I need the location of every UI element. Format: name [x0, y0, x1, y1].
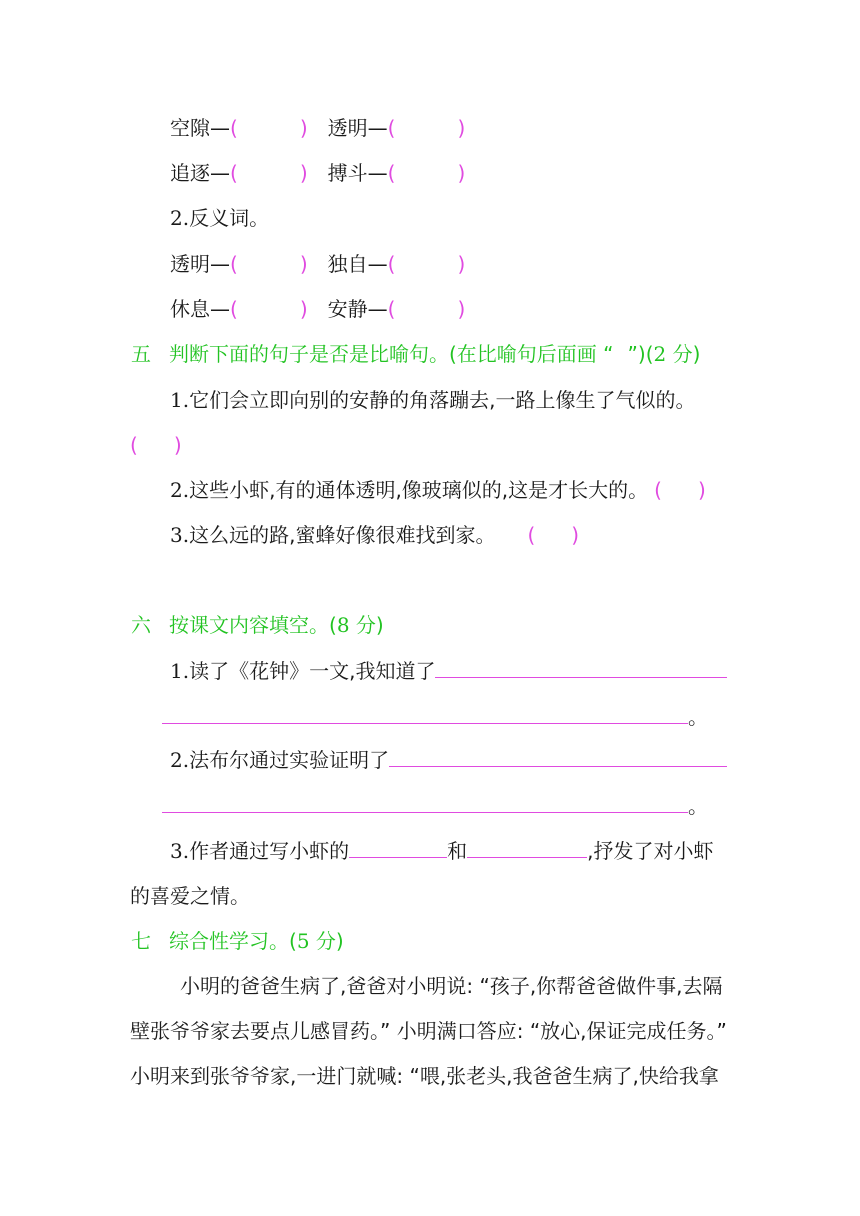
- section-7-heading: [131, 927, 344, 955]
- word-label: 独自—: [327, 252, 388, 276]
- answer-paren-open: (: [230, 252, 238, 276]
- item-text: 和: [447, 839, 468, 863]
- word-label: 透明—: [170, 252, 230, 276]
- answer-paren-close: ): [299, 116, 308, 140]
- fill-blank[interactable]: [162, 792, 688, 813]
- answer-paren-open: (: [387, 161, 396, 185]
- question-6-1: [170, 657, 727, 685]
- word-label: 搏斗—: [327, 161, 388, 185]
- section-score-unit: 分): [666, 342, 701, 366]
- question-6-3-cont: [130, 882, 250, 910]
- section-score-unit: 分): [349, 613, 384, 637]
- answer-paren-close: ): [571, 523, 580, 547]
- question-6-1-cont: [162, 703, 708, 731]
- item-text: 这些小虾,有的通体透明,像玻璃似的,这是才长大的。: [189, 478, 649, 502]
- section-6-heading: [131, 611, 384, 639]
- section-score: 5: [296, 929, 310, 953]
- answer-box-5-1: [130, 431, 182, 459]
- question-5-1: [170, 386, 695, 414]
- question-5-3: [170, 521, 579, 549]
- item-number: 1.: [170, 659, 190, 683]
- answer-paren-open: (: [387, 297, 396, 321]
- section-score: 2: [653, 342, 667, 366]
- answer-paren-open: (: [230, 161, 238, 185]
- answer-paren-close: ): [457, 116, 466, 140]
- answer-paren-open: (: [387, 252, 396, 276]
- section-title: 综合性学习。(: [169, 929, 297, 953]
- answer-paren-open: (: [230, 116, 238, 140]
- item-text: 法布尔通过实验证明了: [189, 748, 390, 772]
- answer-paren-close: ): [457, 297, 466, 321]
- item-text: 这么远的路,蜜蜂好像很难找到家。: [189, 523, 496, 547]
- fill-blank[interactable]: [435, 657, 727, 678]
- item-text: ,抒发了对小虾: [587, 839, 714, 863]
- section-number: 六: [131, 613, 151, 637]
- section-5-heading: [131, 340, 700, 368]
- item-text: 作者通过写小虾的: [189, 839, 350, 863]
- item-text: 的喜爱之情。: [130, 884, 250, 908]
- answer-paren-close: ): [457, 252, 466, 276]
- fill-blank[interactable]: [349, 837, 447, 858]
- section-title: 判断下面的句子是否是比喻句。(在比喻句后面画 “: [169, 342, 614, 366]
- word-label: 休息—: [170, 297, 230, 321]
- item-number: 1.: [170, 388, 190, 412]
- question-6-3: [170, 837, 713, 865]
- item-text: 反义词。: [189, 206, 270, 230]
- answer-paren-close: ): [299, 252, 308, 276]
- word-label: 透明—: [327, 116, 388, 140]
- item-number: 3.: [170, 839, 190, 863]
- antonym-row-2: [170, 295, 465, 323]
- answer-paren-open: (: [230, 297, 238, 321]
- answer-paren-close: ): [299, 297, 308, 321]
- answer-paren-close: ): [299, 161, 308, 185]
- passage-line-3: 小明来到张爷爷家,一进门就喊: “喂,张老头,我爸爸生病了,快给我拿: [130, 1064, 719, 1088]
- answer-paren-close: ): [173, 433, 182, 457]
- word-label: 追逐—: [170, 161, 230, 185]
- passage-line-1: 小明的爸爸生病了,爸爸对小明说: “孩子,你帮爸爸做件事,去隔: [180, 974, 723, 998]
- section-title-tail: ”)(: [627, 342, 654, 366]
- period: 。: [688, 794, 708, 818]
- answer-paren-close: ): [457, 161, 466, 185]
- fill-blank[interactable]: [389, 746, 727, 767]
- answer-paren-open: (: [654, 478, 662, 502]
- item-number: 2.: [170, 206, 190, 230]
- fill-blank[interactable]: [467, 837, 587, 858]
- answer-paren-open: (: [387, 116, 396, 140]
- section-score-unit: 分): [309, 929, 344, 953]
- synonym-row-1: [170, 114, 465, 142]
- passage-line-2: 壁张爷爷家去要点儿感冒药。” 小明满口答应: “放心,保证完成任务。”: [130, 1019, 727, 1043]
- item-number: 2.: [170, 478, 190, 502]
- section-score: 8: [336, 613, 350, 637]
- item-number: 2.: [170, 748, 190, 772]
- question-6-2: [170, 746, 727, 774]
- answer-paren-open: (: [130, 433, 138, 457]
- question-6-2-cont: [162, 792, 708, 820]
- antonym-heading: [170, 204, 269, 232]
- item-text: 读了《花钟》一文,我知道了: [189, 659, 436, 683]
- item-number: 3.: [170, 523, 190, 547]
- period: 。: [688, 705, 708, 729]
- answer-paren-open: (: [527, 523, 536, 547]
- fill-blank[interactable]: [162, 703, 688, 724]
- antonym-row-1: [170, 250, 465, 278]
- section-number: 五: [131, 342, 151, 366]
- question-5-2: [170, 476, 706, 504]
- section-title: 按课文内容填空。(: [169, 613, 337, 637]
- synonym-row-2: [170, 159, 465, 187]
- answer-paren-close: ): [697, 478, 706, 502]
- section-number: 七: [131, 929, 151, 953]
- word-label: 空隙—: [170, 116, 230, 140]
- item-text: 它们会立即向别的安静的角落蹦去,一路上像生了气似的。: [189, 388, 696, 412]
- word-label: 安静—: [327, 297, 388, 321]
